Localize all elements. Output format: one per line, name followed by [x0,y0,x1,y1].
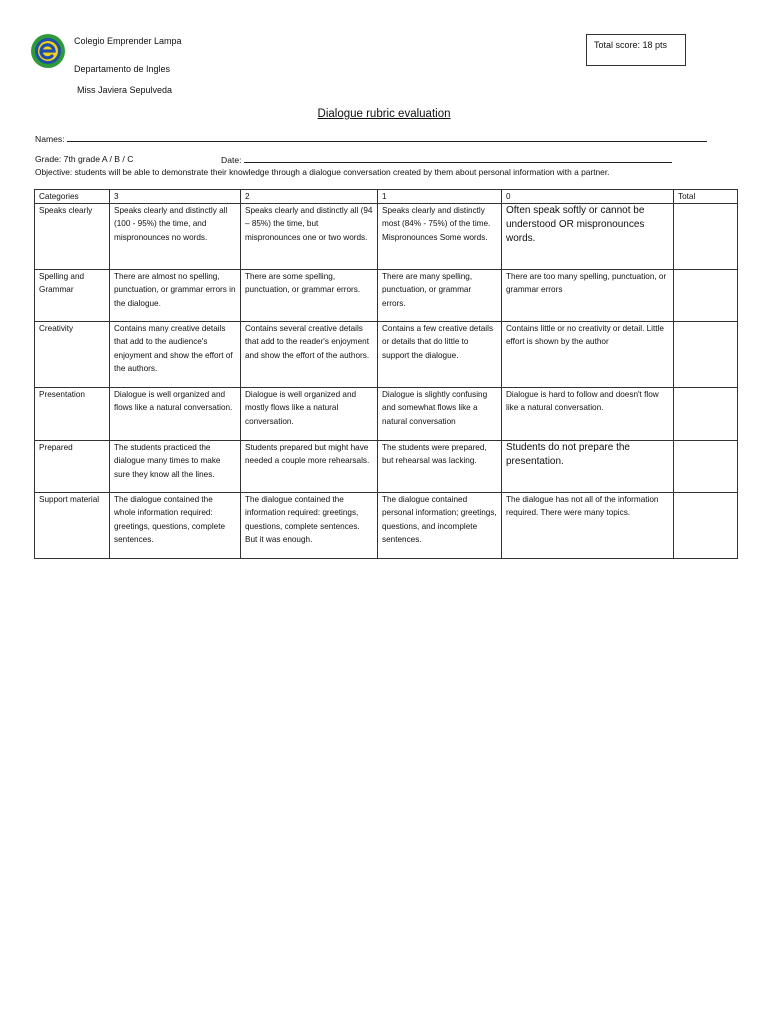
category-cell: Spelling and Grammar [35,270,110,322]
score-1-cell: The dialogue contained personal information; greetings, questions, and incomplete sentences. [378,493,502,559]
table-row [35,204,738,270]
score-1-cell: Contains a few creative details or details that do little to support the dialogue. [378,322,502,388]
total-cell[interactable] [674,204,738,270]
header-score-1: 1 [378,190,502,204]
category-cell: Creativity [35,322,110,388]
score-1-cell: There are many spelling, punctuation, or grammar errors. [378,270,502,322]
category-cell: Presentation [35,388,110,441]
category-cell: Support material [35,493,110,559]
score-2-cell: Contains several creative details that add to the reader's enjoyment and show the effort of the authors. [241,322,378,388]
date-label: Date: [221,155,242,165]
date-field[interactable] [221,154,672,166]
table-row [35,493,738,559]
objective-text: Objective: students will be able to demonstrate their knowledge through a dialogue conversation created by them about personal information with a partner. [35,167,610,177]
header-score-3: 3 [110,190,241,204]
score-1-cell: Speaks clearly and distinctly most (84% - 75%) of the time. Mispronounces Some words. [378,204,502,270]
score-0-cell: Students do not prepare the presentation. [502,441,674,493]
score-3-cell: The dialogue contained the whole information required: greetings, questions, complete sentences. [110,493,241,559]
department-name: Departamento de Ingles [74,64,171,74]
table-header-row [35,190,738,204]
total-cell[interactable] [674,441,738,493]
table-row [35,322,738,388]
total-cell[interactable] [674,322,738,388]
score-0-cell: There are too many spelling, punctuation, or grammar errors [502,270,674,322]
total-score-box [586,34,686,66]
score-2-cell: Dialogue is well organized and mostly flows like a natural conversation. [241,388,378,441]
page-title: Dialogue rubric evaluation [317,108,451,120]
total-cell[interactable] [674,270,738,322]
score-3-cell: The students practiced the dialogue many times to make sure they know all the lines. [110,441,241,493]
category-cell: Prepared [35,441,110,493]
names-blank-line[interactable] [67,133,707,142]
grade-label: Grade: 7th grade A / B / C [35,154,134,164]
score-0-cell: Often speak softly or cannot be understood OR mispronounces words. [502,204,674,270]
score-0-cell: Contains little or no creativity or detail. Little effort is shown by the author [502,322,674,388]
score-1-cell: Dialogue is slightly confusing and somewhat flows like a natural conversation [378,388,502,441]
score-3-cell: Dialogue is well organized and flows like a natural conversation. [110,388,241,441]
teacher-name: Miss Javiera Sepulveda [77,85,173,95]
names-field[interactable] [35,133,707,145]
category-cell: Speaks clearly [35,204,110,270]
score-2-cell: Speaks clearly and distinctly all (94 – 85%) the time, but mispronounces one or two words. [241,204,378,270]
score-0-cell: The dialogue has not all of the information required. There were many topics. [502,493,674,559]
school-logo [30,33,66,69]
total-cell[interactable] [674,493,738,559]
names-label: Names: [35,134,65,144]
date-blank-line[interactable] [244,154,672,163]
header-score-2: 2 [241,190,378,204]
table-row [35,388,738,441]
score-3-cell: There are almost no spelling, punctuation, or grammar errors in the dialogue. [110,270,241,322]
total-score-text: Total score: 18 pts [594,40,668,50]
table-row [35,270,738,322]
score-2-cell: The dialogue contained the information required: greetings, questions, complete sentences. But it was enough. [241,493,378,559]
header-score-0: 0 [502,190,674,204]
table-row [35,441,738,493]
score-2-cell: There are some spelling, punctuation, or grammar errors. [241,270,378,322]
total-cell[interactable] [674,388,738,441]
score-2-cell: Students prepared but might have needed a couple more rehearsals. [241,441,378,493]
score-0-cell: Dialogue is hard to follow and doesn't flow like a natural conversation. [502,388,674,441]
score-3-cell: Contains many creative details that add to the audience's enjoyment and show the effort of the authors. [110,322,241,388]
rubric-table [34,189,738,559]
header-total: Total [674,190,738,204]
score-3-cell: Speaks clearly and distinctly all (100 - 95%) the time, and mispronounces no words. [110,204,241,270]
header-categories: Categories [35,190,110,204]
score-1-cell: The students were prepared, but rehearsal was lacking. [378,441,502,493]
school-name: Colegio Emprender Lampa [74,36,182,46]
